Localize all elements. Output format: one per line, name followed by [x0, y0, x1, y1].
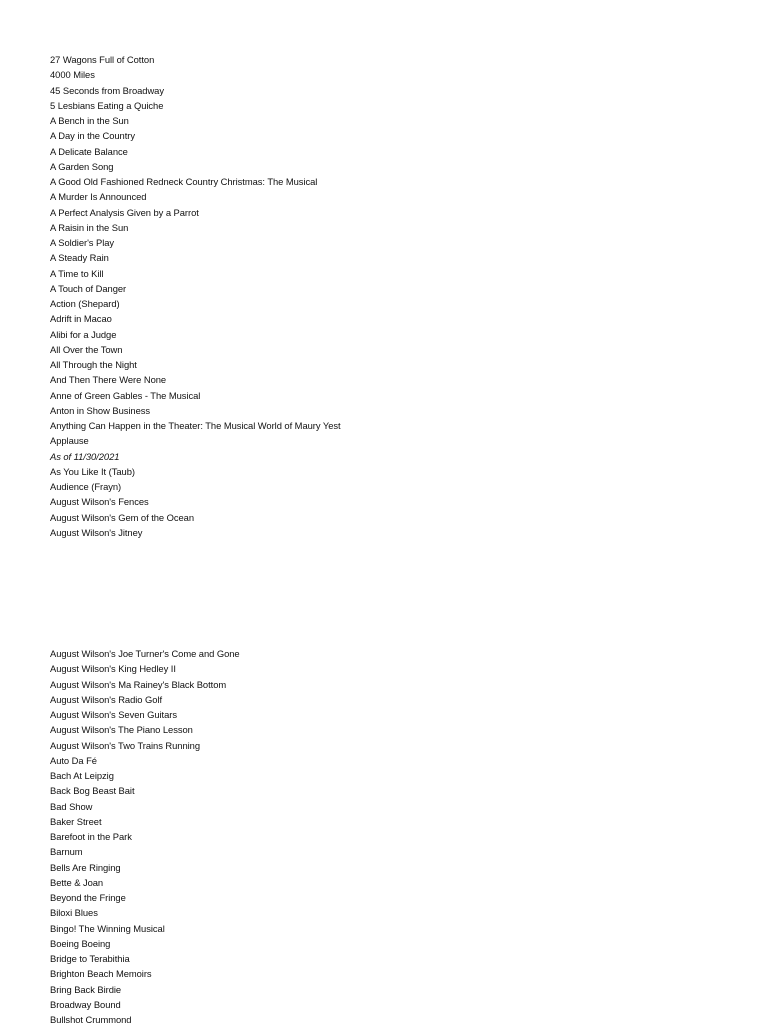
list-item: Bells Are Ringing [50, 861, 121, 873]
list-item: Bullshot Crummond [50, 1014, 132, 1025]
list-item: Biloxi Blues [50, 907, 98, 919]
list-item: A Touch of Danger [50, 282, 127, 294]
list-item: 27 Wagons Full of Cotton [50, 54, 155, 65]
list-item: August Wilson's Seven Guitars [50, 709, 177, 720]
list-item: August Wilson's Ma Rainey's Black Bottom [50, 678, 227, 690]
list-item: A Steady Rain [50, 252, 109, 264]
list-item: Beyond the Fringe [50, 892, 126, 903]
list-item: August Wilson's Joe Turner's Come and Gone [50, 648, 240, 659]
title-list-block-1 [50, 52, 341, 540]
list-item: Bring Back Birdie [50, 983, 122, 995]
list-item: Bach At Leipzig [50, 770, 114, 781]
list-item: August Wilson's Two Trains Running [50, 739, 200, 751]
list-item: Brighton Beach Memoirs [50, 968, 152, 980]
list-item: August Wilson's Fences [50, 496, 149, 508]
list-item: Baker Street [50, 815, 102, 827]
list-item: Broadway Bound [50, 998, 121, 1010]
list-item: Alibi for a Judge [50, 328, 117, 340]
list-item: All Over the Town [50, 343, 123, 355]
list-item: Bridge to Terabithia [50, 953, 130, 964]
list-item: And Then There Were None [50, 374, 167, 386]
list-item: Bingo! The Winning Musical [50, 922, 165, 934]
list-item: Bette & Joan [50, 876, 104, 888]
list-item: Auto Da Fé [50, 754, 97, 766]
list-item: Boeing Boeing [50, 937, 111, 949]
list-item: All Through the Night [50, 359, 137, 370]
list-item: A Bench in the Sun [50, 115, 129, 126]
list-item: 5 Lesbians Eating a Quiche [50, 99, 164, 111]
list-item: Anything Can Happen in the Theater: The Musical World of Maury Yest [50, 420, 341, 431]
list-item: Audience (Frayn) [50, 481, 122, 492]
list-item: Anne of Green Gables - The Musical [50, 389, 201, 401]
list-item: Bad Show [50, 800, 93, 812]
list-item: A Perfect Analysis Given by a Parrot [50, 206, 199, 218]
list-item: Applause [50, 435, 89, 447]
list-item: A Murder Is Announced [50, 191, 147, 203]
list-item: August Wilson's King Hedley II [50, 663, 176, 675]
list-item: A Raisin in the Sun [50, 221, 129, 233]
list-item: A Delicate Balance [50, 145, 128, 157]
list-item: A Time to Kill [50, 267, 104, 279]
list-item: Barefoot in the Park [50, 831, 132, 842]
list-item: Adrift in Macao [50, 313, 112, 325]
list-item: August Wilson's Jitney [50, 526, 143, 538]
list-item: August Wilson's The Piano Lesson [50, 724, 193, 736]
list-item: A Soldier's Play [50, 237, 115, 248]
list-item: August Wilson's Radio Golf [50, 693, 162, 705]
list-item: August Wilson's Gem of the Ocean [50, 511, 195, 523]
list-item: 45 Seconds from Broadway [50, 84, 164, 96]
list-item: As You Like It (Taub) [50, 465, 135, 477]
list-item: Anton in Show Business [50, 404, 151, 416]
title-list-block-2 [50, 646, 240, 1027]
list-item: A Day in the Country [50, 130, 135, 142]
list-item: Action (Shepard) [50, 298, 120, 309]
list-item: Barnum [50, 846, 83, 858]
list-item: Back Bog Beast Bait [50, 785, 135, 797]
list-item: 4000 Miles [50, 69, 95, 81]
list-item: As of 11/30/2021 [50, 450, 120, 462]
list-item: A Garden Song [50, 160, 114, 172]
list-item: A Good Old Fashioned Redneck Country Christmas: The Musical [50, 176, 318, 187]
